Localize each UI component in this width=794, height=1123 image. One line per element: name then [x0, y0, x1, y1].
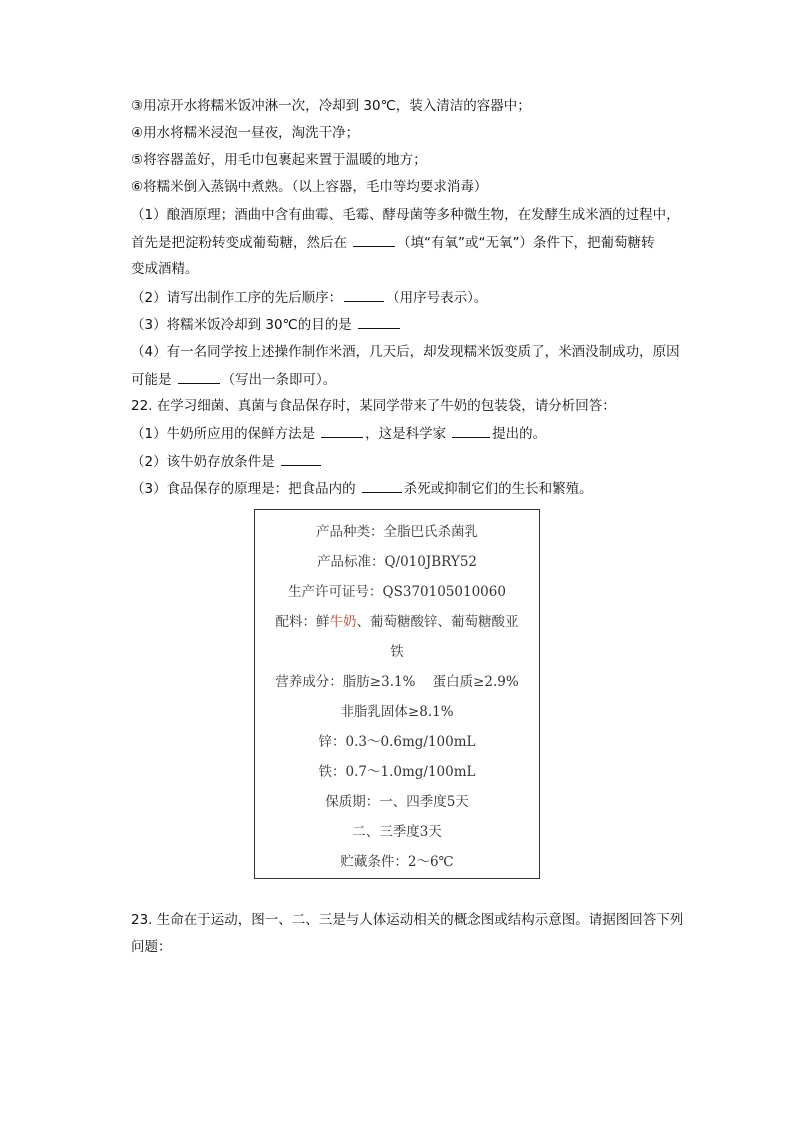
q22-part3-text-a: （3）食品保存的原理是：把食品内的 [131, 481, 356, 497]
label-product-standard: 产品标准：Q/010JBRY52 [316, 554, 478, 570]
q21-part4-line1: （4）有一名同学按上述操作制作米酒，几天后，却发现糯米饭变质了，米酒没制成功，原因 [131, 344, 680, 360]
q21-part4-text-a: 可能是 [131, 372, 172, 388]
q23-line1: 23. 生命在于运动，图一、二、三是与人体运动相关的概念图或结构示意图。请据图回答下列 [131, 912, 684, 928]
label-ingredients-wrap: 铁 [390, 644, 404, 660]
label-ingredients [255, 610, 539, 630]
q21-part3-text: （3）将糯米饭冷却到 30℃的目的是 [131, 317, 352, 333]
q21-part2-text-b: （用序号表示）。 [386, 290, 488, 306]
label-product-type: 产品种类：全脂巴氏杀菌乳 [316, 524, 478, 540]
label-iron: 铁：0.7～1.0mg/100mL [318, 764, 476, 780]
label-shelf-life-1: 保质期：一、四季度5天 [325, 794, 469, 810]
answer-blank[interactable] [281, 451, 321, 466]
step-5: ⑤将容器盖好，用毛巾包裹起来置于温暖的地方； [131, 152, 427, 168]
q22-part2 [131, 451, 323, 472]
q22-part1-text-b: ，这是科学家 [365, 426, 447, 442]
q21-part1-line2 [131, 232, 654, 253]
q21-part1-line3: 变成酒精。 [131, 261, 199, 277]
step-4: ④用水将糯米浸泡一昼夜，淘洗干净； [131, 125, 360, 141]
q22-part1-text-c: 提出的。 [492, 426, 547, 442]
q22-part2-text: （2）该牛奶存放条件是 [131, 454, 275, 470]
answer-blank[interactable] [362, 478, 402, 493]
q21-part1-text-a: 首先是把淀粉转变成葡萄糖，然后在 [131, 235, 347, 251]
milk-package-label [254, 509, 540, 879]
q22-part3 [131, 478, 593, 499]
label-storage: 贮藏条件：2～6℃ [340, 854, 454, 870]
answer-blank[interactable] [178, 369, 220, 384]
q21-part1-line1: （1）酿酒原理；酒曲中含有曲霉、毛霉、酵母菌等多种微生物，在发酵生成米酒的过程中， [131, 207, 680, 223]
answer-blank[interactable] [344, 287, 384, 302]
q22-stem: 22. 在学习细菌、真菌与食品保存时，某同学带来了牛奶的包装袋，请分析回答： [131, 398, 616, 414]
q22-part3-text-b: 杀死或抑制它们的生长和繁殖。 [403, 481, 593, 497]
label-shelf-life-2: 二、三季度3天 [352, 824, 442, 840]
label-ingredients-milk: 牛奶 [329, 614, 357, 630]
label-nutrition: 营养成分：脂肪≥3.1% 蛋白质≥2.9% [275, 674, 519, 690]
q21-part2-text-a: （2）请写出制作工序的先后顺序： [131, 290, 343, 306]
label-license-number: 生产许可证号：QS370105010060 [288, 584, 506, 600]
step-3: ③用凉开水将糯米饭冲淋一次，冷却到 30℃，装入清洁的容器中； [131, 98, 531, 114]
q21-part4-text-b: （写出一条即可）。 [221, 372, 337, 388]
q21-part1-text-b: （填“有氧”或“无氧”）条件下，把葡萄糖转 [397, 235, 655, 251]
q22-part1-text-a: （1）牛奶所应用的保鲜方法是 [131, 426, 316, 442]
answer-blank[interactable] [358, 314, 400, 329]
answer-blank[interactable] [321, 423, 363, 438]
q21-part3 [131, 314, 402, 335]
label-nonfat-solids: 非脂乳固体≥8.1% [340, 704, 454, 720]
q21-part2 [131, 287, 487, 308]
q21-part4-line2 [131, 369, 336, 390]
label-ingredients-pre: 配料：鲜 [275, 614, 330, 630]
q22-part1 [131, 423, 546, 444]
step-6: ⑥将糯米倒入蒸锅中煮熟。（以上容器，毛巾等均要求消毒） [131, 179, 488, 195]
label-zinc: 锌：0.3～0.6mg/100mL [318, 734, 476, 750]
q23-line2: 问题： [131, 939, 172, 955]
answer-blank[interactable] [353, 232, 395, 247]
label-ingredients-post: 、葡萄糖酸锌、葡萄糖酸亚 [356, 614, 519, 630]
answer-blank[interactable] [452, 423, 490, 438]
